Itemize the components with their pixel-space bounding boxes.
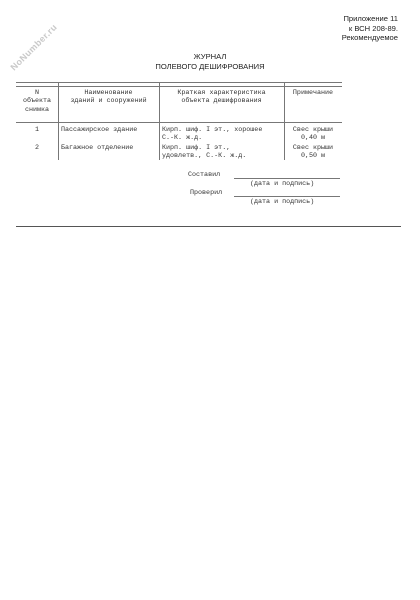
header-text: Краткая характеристика (177, 89, 266, 97)
note-line: Свес крыши (292, 144, 334, 152)
header-note (284, 89, 342, 97)
table-cell-name: Багажное отделение (61, 144, 134, 152)
description-line: Кирп. шиф. I эт., хорошее (162, 126, 263, 134)
header-description (159, 89, 284, 106)
header-text: зданий и сооружений (70, 97, 147, 106)
document-title (0, 52, 420, 71)
table-cell-note (284, 126, 342, 143)
table-top-rule (16, 82, 342, 83)
appendix-line-1: Приложение 11 (343, 14, 398, 23)
title-line-2: ПОЛЕВОГО ДЕШИФРОВАНИЯ (155, 61, 265, 71)
note-line: 0,50 м (300, 152, 326, 161)
compiled-label: Составил (188, 171, 221, 179)
appendix-line-2: к ВСН 208-89. (348, 23, 398, 33)
header-text: объекта (22, 97, 52, 106)
header-text: N (34, 89, 39, 97)
checked-signature-line (234, 196, 340, 197)
header-text: снимка (24, 105, 50, 114)
table-cell-number: 2 (34, 144, 39, 152)
checked-label: Проверил (190, 189, 223, 197)
appendix-note (342, 14, 398, 43)
compiled-signature-line (234, 178, 340, 179)
header-text: Наименование (84, 89, 133, 97)
compiled-hint: (дата и подпись) (250, 180, 315, 188)
table-cell-number: 1 (34, 126, 39, 134)
description-line: удовлетв., С.-К. ж.д. (162, 152, 247, 161)
table-header-rule (16, 122, 342, 123)
checked-hint: (дата и подпись) (250, 198, 315, 206)
table-top-rule-2 (16, 86, 342, 87)
header-number (16, 89, 58, 114)
title-line-1: ЖУРНАЛ (193, 52, 227, 61)
note-line: Свес крыши (292, 126, 334, 134)
note-line: 0,40 м (300, 134, 326, 143)
table-cell-name: Пассажирское здание (61, 126, 138, 134)
header-name (58, 89, 159, 106)
table-cell-description (162, 126, 286, 143)
appendix-line-3: Рекомендуемое (341, 33, 398, 43)
description-line: Кирп. шиф. I эт., (162, 144, 231, 152)
table-cell-description (162, 144, 286, 161)
header-text: объекта дешифрования (181, 97, 262, 106)
header-text: Примечание (292, 89, 334, 97)
watermark: NoNumber.ru (8, 21, 60, 73)
survey-table (16, 82, 342, 160)
description-line: С.-К. ж.д. (162, 134, 203, 143)
bottom-rule (16, 226, 401, 227)
table-cell-note (284, 144, 342, 161)
